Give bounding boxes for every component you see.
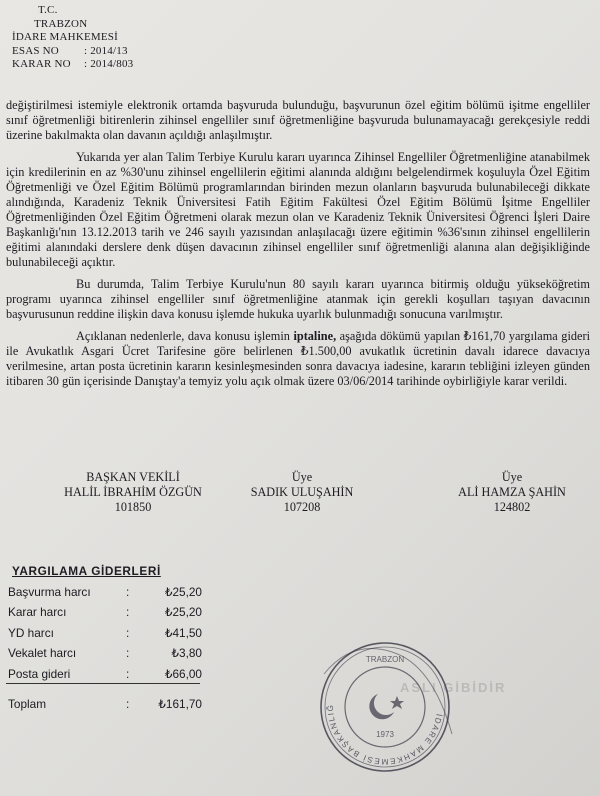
header-court: İDARE MAHKEMESİ: [12, 31, 118, 43]
signature-role: BAŞKAN VEKİLİ: [86, 470, 180, 484]
paragraph-4: [6, 329, 590, 389]
total-rule: [6, 683, 200, 684]
karar-value: : 2014/803: [84, 58, 134, 70]
signature-role: Üye: [291, 470, 313, 484]
expense-amount: ₺25,20: [164, 584, 202, 599]
expense-label: YD harcı: [8, 625, 54, 640]
total-amount: ₺161,70: [158, 697, 202, 711]
esas-label: ESAS NO: [12, 44, 59, 57]
expense-label: Posta gideri: [8, 666, 71, 681]
signature-id: 101850: [114, 500, 152, 514]
expense-colon: :: [126, 646, 130, 660]
star-icon: [390, 696, 404, 709]
signature-name: HALİL İBRAHİM ÖZGÜN: [64, 485, 202, 499]
document-body: [6, 98, 590, 396]
total-divider: [6, 681, 202, 685]
paragraph-4-bold: iptaline,: [293, 329, 337, 343]
expense-row: [6, 599, 202, 620]
seal-arc-text: İDARE MAHKEMESİ BAŞKANLIĞ: [325, 703, 444, 767]
court-seal-icon: [312, 634, 458, 780]
signature-president: [28, 470, 238, 515]
expense-row: [6, 578, 202, 599]
expense-amount: ₺25,20: [164, 605, 202, 619]
crescent-icon: [369, 694, 394, 719]
paragraph-3: Bu durumda, Talim Terbiye Kurulu'nun 80 sayılı kararı uyarınca bitirmiş olduğu yükseköğretim programı uyarınca zihinsel engelliler sınıf öğretmenliğine atanmak için gerekli koşulları taşıyan davacının başvurusunun reddine ilişkin dava konusu işlemde hukuka uyarlık bulunmadığı sonucuna varılmıştır.: [6, 277, 590, 321]
expense-amount: ₺66,00: [164, 666, 202, 681]
expense-amount: ₺41,50: [164, 625, 202, 640]
signature-member-1: [222, 470, 382, 515]
signature-name: ALİ HAMZA ŞAHİN: [458, 485, 566, 499]
signature-role: Üye: [501, 470, 523, 484]
expense-colon: :: [126, 605, 130, 619]
expense-colon: :: [126, 625, 130, 640]
expense-colon: :: [126, 666, 130, 681]
expense-row: [6, 619, 202, 640]
signature-id: 107208: [283, 500, 321, 514]
expense-colon: :: [126, 584, 130, 599]
paragraph-4-post: aşağıda dökümü yapılan ₺161,70 yargılama gideri ile Avukatlık Asgari Ücret Tarifesine göre belirlenen ₺1.500,00 avukatlık ücretinin davalı idarece davacıya verilmesine, artan posta ücretinin kararın kesinleşmesinden sonra davacıya iadesine, kararın tebliğini izleyen günden itibaren 30 gün içerisinde Danıştay'a temyiz yolu açık olmak üzere 03/06/2014 tarihinde oybirliğiyle karar verildi.: [6, 329, 590, 388]
signature-id: 124802: [493, 500, 531, 514]
expense-label: Vekalet harcı: [8, 646, 77, 660]
header-city: TRABZON: [34, 17, 88, 30]
seal-city: TRABZON: [365, 655, 405, 664]
expenses-table: [6, 564, 202, 711]
expense-total-row: [6, 691, 202, 712]
header-tc: T.C.: [38, 4, 58, 16]
paragraph-2: Yukarıda yer alan Talim Terbiye Kurulu kararı uyarınca Zihinsel Engelliler Öğretmenliğine atanabilmek için kredilerinin en az %30'unu zihinsel engellilerin eğitimi alanında aldığını belgelendirmek koşuluyla Özel Eğitim Öğretmenliği ve Özel Eğitim Bölümü programlarından birinden mezun olanların başvuruda bulunabileceği dikkate alındığında, Karadeniz Teknik Üniversitesi Fatih Eğitim Fakültesi Özel Eğitim Bölümü İşitme Engelliler Öğretmenliğinden Özel Eğitim Öğretmeni olarak mezun olan ve Karadeniz Teknik Üniversitesi Öğrenci İşleri Daire Başkanlığı'nın 13.12.2013 tarih ve 246 sayılı yazısından anlaşılacağı üzere eğitimin %36'sının zihinsel engellilerin eğitimi alanındaki derslere denk düşen davacının zihinsel engelliler sınıf öğretmenliği alanına alan değişikliğinde bulunabileceği açıktır.: [6, 150, 590, 269]
karar-label: KARAR NO: [12, 58, 71, 70]
paragraph-4-pre: Açıklanan nedenlerle, dava konusu işlemin: [76, 329, 294, 343]
total-label: Toplam: [8, 697, 47, 711]
document-header: [12, 4, 133, 72]
expense-row: [6, 640, 202, 661]
expense-label: Karar harcı: [8, 605, 67, 619]
signature-member-2: [412, 470, 600, 515]
signature-name: SADIK ULUŞAHİN: [250, 485, 354, 499]
expense-label: Başvurma harcı: [8, 584, 91, 599]
esas-value: : 2014/13: [84, 44, 128, 57]
expense-colon: :: [126, 697, 130, 711]
expense-row: [6, 660, 202, 681]
certified-copy-watermark: ASLI GİBİDİR: [400, 680, 507, 695]
expenses-title: YARGILAMA GİDERLERİ: [12, 564, 161, 578]
header-karar-row: [12, 58, 133, 72]
header-esas-row: [12, 45, 133, 59]
expense-amount: ₺3,80: [171, 646, 202, 660]
seal-year: 1973: [376, 730, 394, 739]
paragraph-1: değiştirilmesi istemiyle elektronik ortamda başvuruda bulunduğu, başvurunun özel eğitim bölümü işitme engelliler sınıf öğretmenliği bitirenlerin zihinsel engelliler sınıf öğretmenliğine başvuruda bulunamayacağı gerekçesiyle reddi üzerine bakılmakta olan davanın açıldığı anlaşılmıştır.: [6, 98, 590, 142]
